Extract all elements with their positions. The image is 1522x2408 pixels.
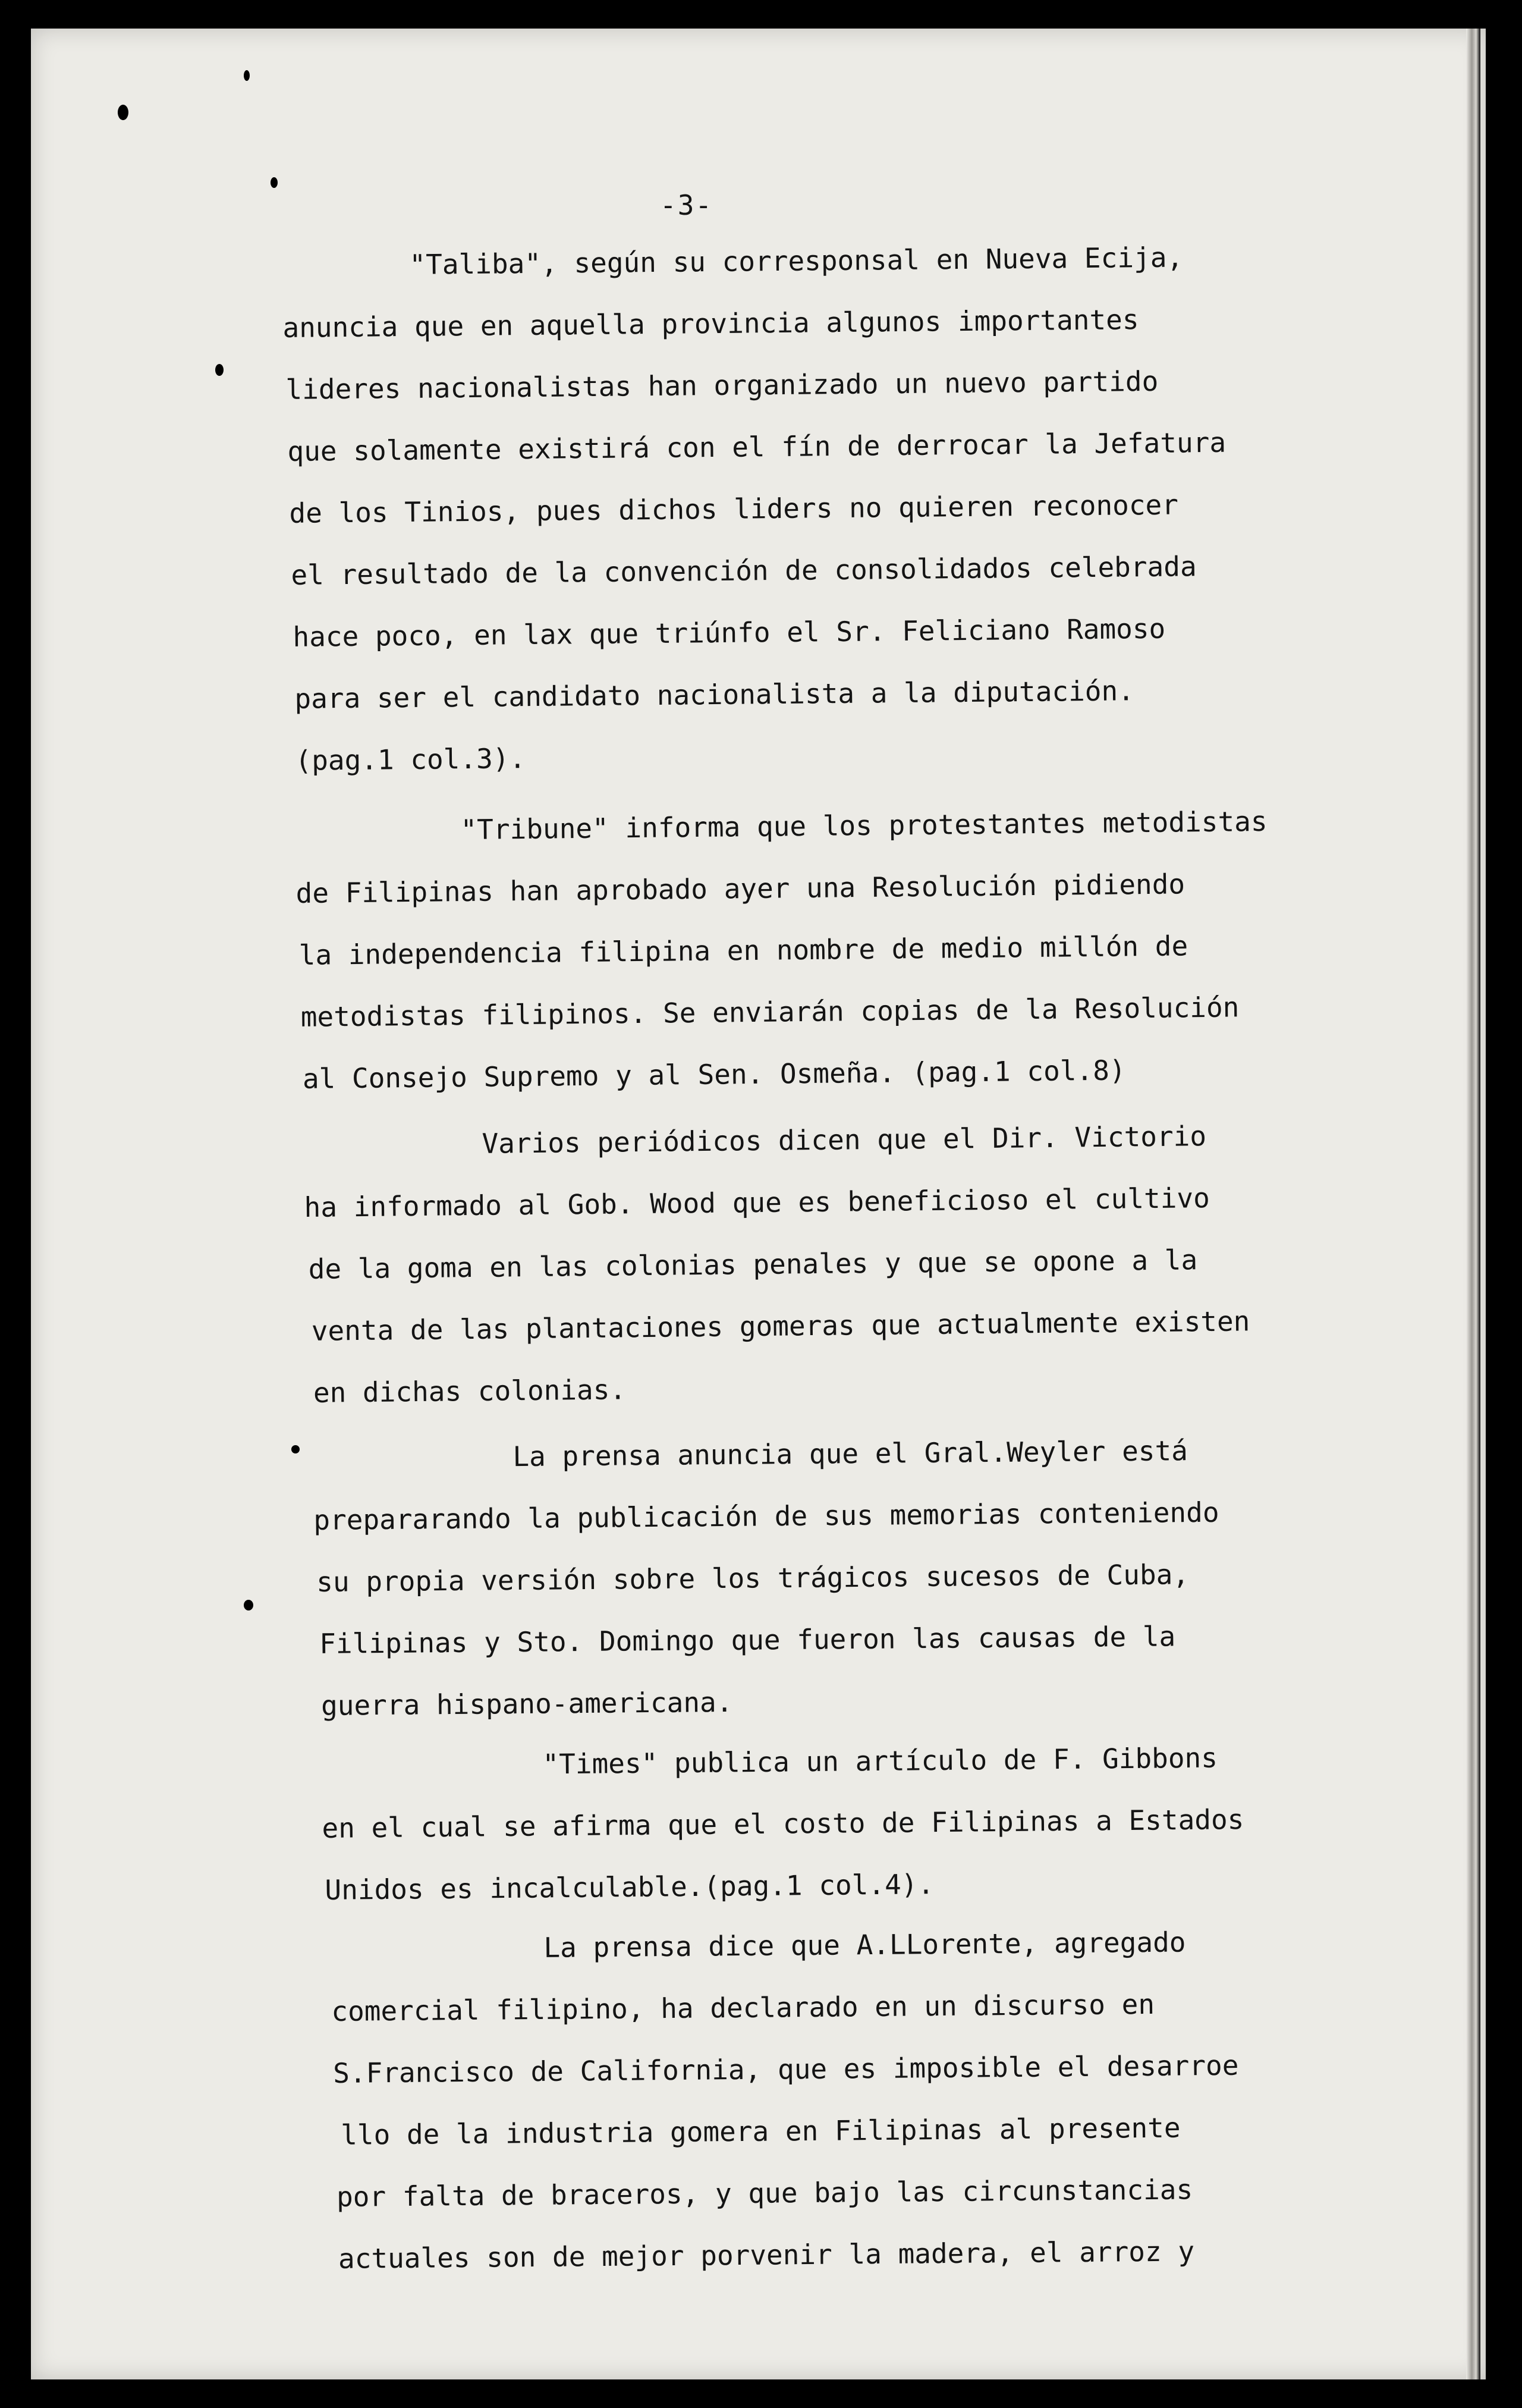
text-line: Unidos es incalculable.(pag.1 col.4). [325,1868,935,1906]
text-line: "Taliba", según su corresponsal en Nueva Ecija, [409,241,1184,281]
text-line: (pag.1 col.3). [295,742,526,777]
text-line: La prensa dice que A.LLorente, agregado [543,1926,1186,1964]
paragraph-times [321,1726,1245,1921]
text-line: Varios periódicos dicen que el Dir. Victorio [482,1120,1207,1160]
text-line: en dichas colonias. [313,1373,627,1409]
paragraph-llorente [331,1911,1241,2290]
text-line: comercial filipino, ha declarado en un discurso en [331,1988,1155,2027]
text-line: venta de las plantaciones gomeras que actualmente existen [311,1305,1250,1347]
scan-speck [215,364,224,376]
text-line: metodistas filipinos. Se enviarán copias de la Resolución [300,991,1240,1033]
text-line: anuncia que en aquella provincia algunos importantes [282,303,1139,344]
scan-speck [118,105,128,120]
scan-speck [244,1600,253,1610]
text-line: su propia versión sobre los trágicos sucesos de Cuba, [316,1558,1190,1598]
text-line: ha informado al Gob. Wood que es beneficioso el cultivo [304,1182,1210,1223]
text-line: "Tribune" informa que los protestantes metodistas [460,805,1268,846]
paragraph-weyler [313,1420,1221,1737]
text-line: prepararando la publicación de sus memorias conteniendo [313,1496,1219,1536]
text-line: que solamente existirá con el fín de derrocar la Jefatura [287,426,1227,467]
text-line: para ser el candidato nacionalista a la diputación. [294,674,1135,715]
text-line: lideres nacionalistas han organizado un nuevo partido [285,365,1159,406]
page-number: -3- [660,189,713,221]
text-line: llo de la industria gomera en Filipinas al presente [340,2111,1181,2151]
text-line: de la goma en las colonias penales y que se opone a la [308,1244,1198,1285]
text-line: hace poco, en lax que triúnfo el Sr. Feliciano Ramoso [293,612,1166,653]
text-line: La prensa anuncia que el Gral.Weyler está [512,1434,1188,1473]
scan-speck [244,70,250,81]
text-line: por falta de braceros, y que bajo las circunstancias [336,2173,1193,2213]
paragraph-tribune [295,790,1270,1110]
text-line: actuales son de mejor porvenir la madera, el arroz y [338,2235,1195,2275]
scan-speck [291,1445,300,1453]
text-line: en el cual se afirma que el costo de Filipinas a Estados [322,1803,1244,1844]
text-line: S.Francisco de California, que es imposible el desarroe [333,2049,1239,2089]
text-line: la independencia filipina en nombre de medio millón de [298,930,1188,971]
text-line: al Consejo Supremo y al Sen. Osmeña. (pag.1 col.8) [302,1054,1126,1095]
text-line: de Filipinas han aprobado ayer una Resolución pidiendo [295,868,1185,909]
text-line: de los Tinios, pues dichos liders no quieren reconocer [289,488,1179,529]
paragraph-taliba [282,226,1229,792]
text-line: el resultado de la convención de consolidados celebrada [291,550,1197,591]
paragraph-victorio [303,1104,1251,1424]
text-line: "Times" publica un artículo de F. Gibbons [542,1741,1218,1781]
page-edge [1466,29,1480,2379]
text-line: guerra hispano-americana. [320,1685,733,1722]
text-line: Filipinas y Sto. Domingo que fueron las causas de la [319,1620,1176,1660]
scan-speck [271,177,278,188]
